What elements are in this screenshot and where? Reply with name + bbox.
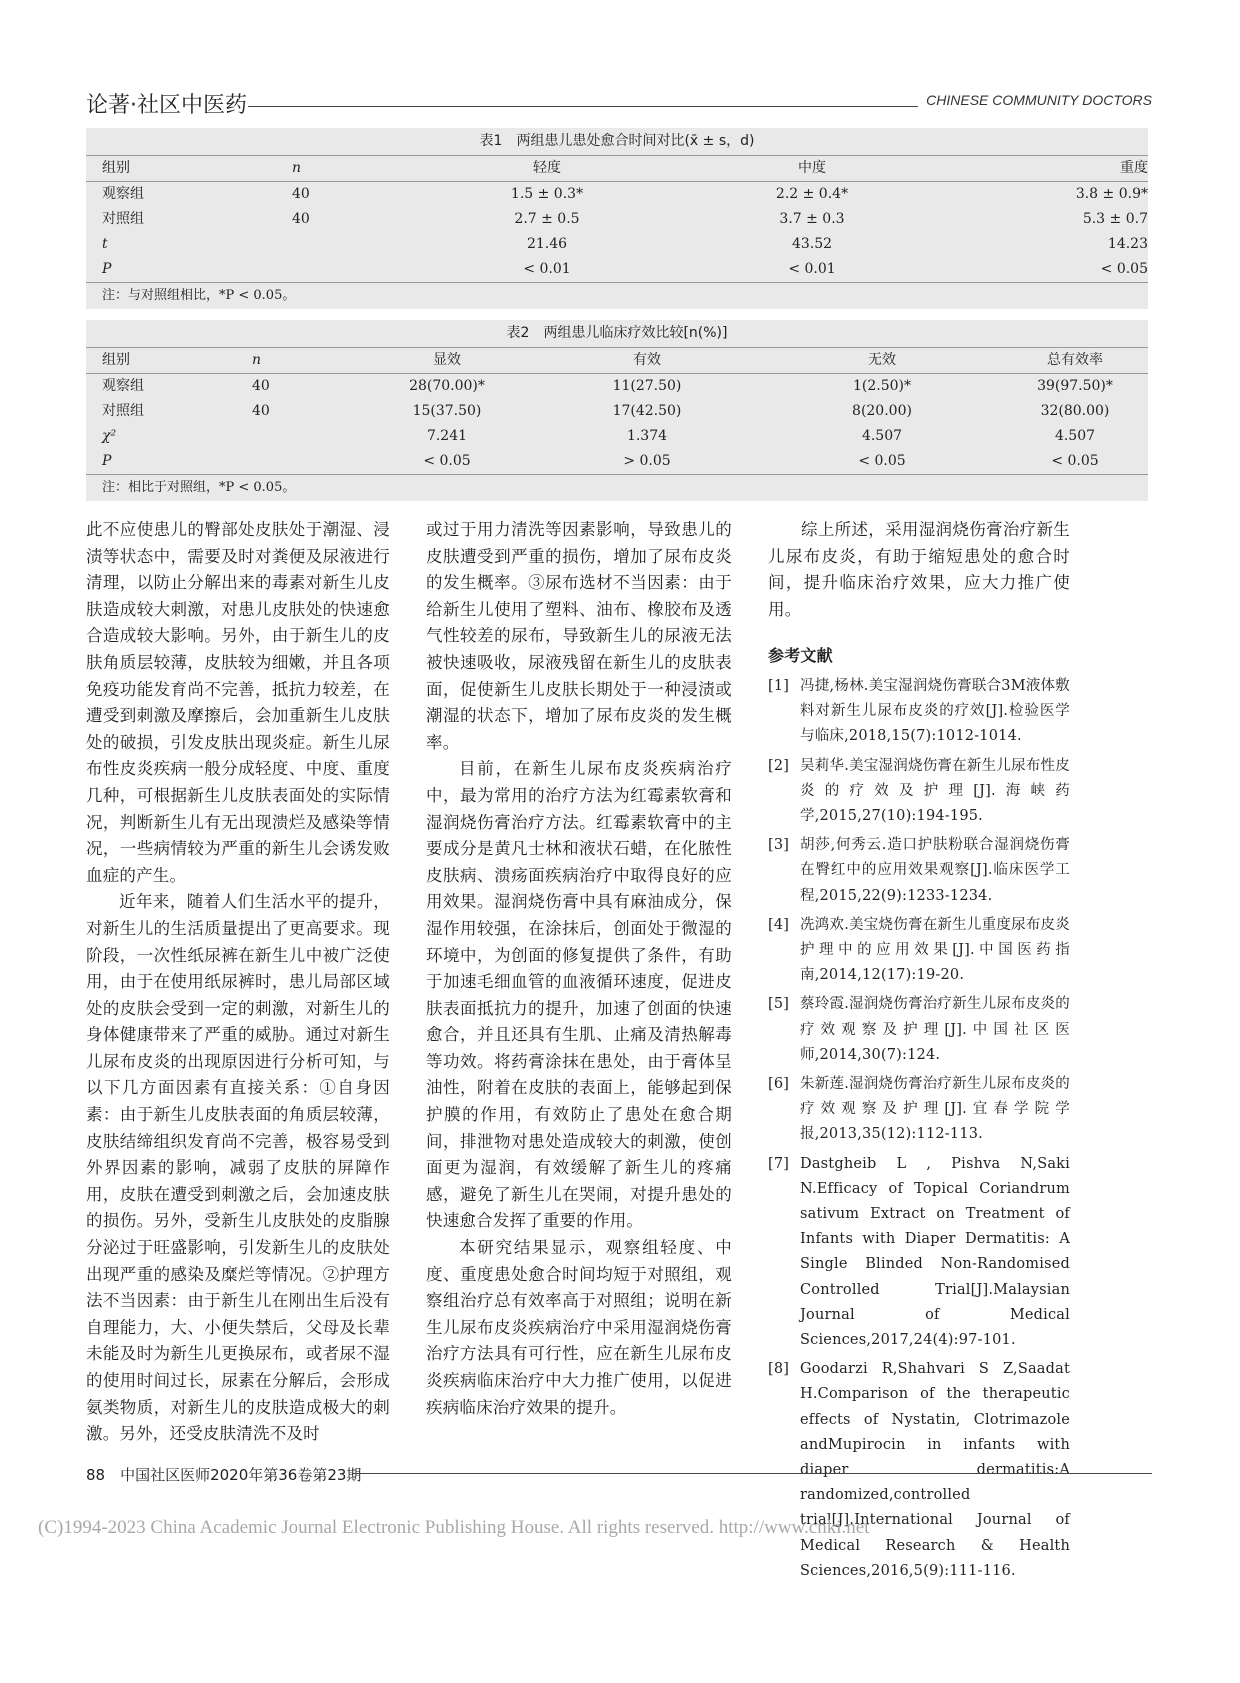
table-row [86,232,1148,257]
table-cell: 对照组 [102,211,144,227]
table-cell: 3.8 ± 0.9* [1075,186,1148,202]
journal-section-title: 论著·社区中医药 [86,93,247,118]
table-cell: 14.23 [1107,236,1148,252]
table-row [86,424,1148,449]
table-cell: < 0.05 [423,453,471,469]
footer-rule [352,1473,1152,1474]
table-cell: < 0.05 [1051,453,1099,469]
reference-number: [3] [768,837,790,854]
table-cell: 43.52 [791,236,833,252]
table-header-cell: 有效 [633,352,661,368]
table-1 [86,128,1148,309]
reference-number: [1] [768,677,790,694]
copyright-watermark: (C)1994-2023 China Academic Journal Electronic Publishing House. All rights reserved. http://www.cnki.net [38,1517,870,1538]
reference-number: [7] [768,1155,790,1172]
body-column-middle [426,517,732,1421]
reference-number: [8] [768,1361,790,1378]
paragraph: 目前，在新生儿尿布皮炎疾病治疗中，最为常用的治疗方法为红霉素软膏和湿润烧伤膏治疗方法。红霉素软膏中的主要成分是黄凡士林和液状石蜡，在化脓性皮肤病、溃疡面疾病治疗中取得良好的应用效果。湿润烧伤膏中具有麻油成分，保湿作用较强，在涂抹后，创面处于微湿的环境中，为创面的修复提供了条件，有助于加速毛细血管的血液循环速度，促进皮肤表面抵抗力的提升，加速了创面的快速愈合，并且还具有生肌、止痛及清热解毒等功效。将药膏涂抹在患处，由于膏体呈油性，附着在皮肤的表面上，能够起到保护膜的作用，有效防止了患处在愈合期间，排泄物对患处造成较大的刺激，使创面更为湿润，有效缓解了新生儿的疼痛感，避免了新生儿在哭闹，对提升患处的快速愈合发挥了重要的作用。 [426,759,732,1231]
table-row [86,207,1148,232]
table-cell: 7.241 [426,428,468,444]
table-cell [292,232,432,257]
reference-number: [6] [768,1076,790,1093]
table-header-cell: n [292,160,302,176]
reference-item [768,674,1070,750]
paragraph: 本研究结果显示，观察组轻度、中度、重度患处愈合时间均短于对照组，观察组治疗总有效率高于对照组；说明在新生儿尿布皮炎疾病治疗中采用湿润烧伤膏治疗方法具有可行性，应在新生儿尿布皮炎疾病临床治疗中大力推广使用，以促进疾病临床治疗效果的提升。 [426,1238,732,1417]
table-cell [292,257,432,282]
reference-item [768,1357,1070,1584]
reference-text: 胡莎,何秀云.造口护肤粉联合湿润烧伤膏在臀红中的应用效果观察[J].临床医学工程,2015,22(9):1233-1234. [800,837,1070,904]
reference-text: Dastgheib L , Pishva N,Saki N.Efficacy of Topical Coriandrum sativum Extract on Treatment of Infants with Diaper Dermatitis: A Single Blinded Non-Randomised Controlled Trial[J].Malaysian Journal of Medical Sciences,2017,24(4):97-101. [800,1155,1070,1349]
table-header-cell: 总有效率 [1047,352,1103,368]
table-cell: < 0.01 [523,261,571,277]
table-row [86,257,1148,283]
reference-text: 吴莉华.美宝湿润烧伤膏在新生儿尿布性皮炎的疗效及护理[J].海峡药学,2015,27(10):194-195. [800,757,1070,824]
table-cell: 32(80.00) [1040,403,1110,419]
table-header-cell: 组别 [102,160,130,176]
paragraph: 或过于用力清洗等因素影响，导致患儿的皮肤遭受到严重的损伤，增加了尿布皮炎的发生概率。③尿布选材不当因素：由于给新生儿使用了塑料、油布、橡胶布及透气性较差的尿布，导致新生儿的尿液无法被快速吸收，尿液残留在新生儿的皮肤表面，促使新生儿皮肤长期处于一种浸渍或潮湿的状态下，增加了尿布皮炎的发生概率。 [426,520,732,752]
reference-item [768,754,1070,830]
table-cell: < 0.01 [788,261,836,277]
reference-text: 冼鸿欢.美宝烧伤膏在新生儿重度尿布皮炎护理中的应用效果[J].中国医药指南,2014,12(17):19-20. [800,916,1070,984]
table-cell: 3.7 ± 0.3 [779,211,845,227]
reference-item [768,1072,1070,1148]
table-cell [252,449,362,474]
table-1-note: 注：与对照组相比，*P < 0.05。 [102,288,296,303]
reference-text: 蔡玲霞.湿润烧伤膏治疗新生儿尿布皮炎的疗效观察及护理[J].中国社区医师,2014,30(7):124. [800,996,1070,1063]
table-cell: 15(37.50) [412,403,482,419]
table-1-header [86,156,1148,182]
table-cell: < 0.05 [1100,261,1148,277]
table-cell: < 0.05 [858,453,906,469]
table-header-cell: 无效 [868,352,896,368]
table-header-cell: 轻度 [533,160,561,176]
table-cell: 40 [292,186,310,202]
reference-number: [2] [768,757,790,774]
table-cell: 40 [292,211,310,227]
table-header-cell: n [252,352,262,368]
reference-item [768,833,1070,909]
reference-text: 冯捷,杨林.美宝湿润烧伤膏联合3M液体敷料对新生儿尿布皮炎的疗效[J].检验医学与临床,2018,15(7):1012-1014. [800,677,1070,745]
table-cell: 39(97.50)* [1037,378,1113,394]
table-cell: 5.3 ± 0.7 [1082,211,1148,227]
paragraph: 近年来，随着人们生活水平的提升，对新生儿的生活质量提出了更高要求。现阶段，一次性纸尿裤在新生儿中被广泛使用，由于在使用纸尿裤时，患儿局部区域处的皮肤会受到一定的刺激，对新生儿的身体健康带来了严重的威胁。通过对新生儿尿布皮炎的出现原因进行分析可知，与以下几方面因素有直接关系：①自身因素：由于新生儿皮肤表面的角质层较薄，皮肤结缔组织发育尚不完善，极容易受到外界因素的影响，减弱了皮肤的屏障作用，皮肤在遭受到刺激之后，会加速皮肤的损伤。另外，受新生儿皮肤处的皮脂腺分泌过于旺盛影响，引发新生儿的皮肤处出现严重的感染及糜烂等情况。②护理方法不当因素：由于新生儿在刚出生后没有自理能力，大、小便失禁后，父母及长辈未能及时为新生儿更换尿布，或者尿不湿的使用时间过长，尿素在分解后，会形成氨类物质，对新生儿的皮肤造成极大的刺激。另外，还受皮肤清洗不及时 [86,892,390,1444]
table-cell: 2.7 ± 0.5 [514,211,580,227]
table-cell: > 0.05 [623,453,671,469]
table-cell: 观察组 [102,186,144,202]
table-cell: 1.374 [626,428,668,444]
table-row [86,399,1148,424]
table-cell: 4.507 [1054,428,1096,444]
paragraph: 此不应使患儿的臀部处皮肤处于潮湿、浸渍等状态中，需要及时对粪便及尿液进行清理，以防止分解出来的毒素对新生儿皮肤造成较大刺激，对患儿皮肤处的快速愈合造成较大影响。另外，由于新生儿的皮肤角质层较薄，皮肤较为细嫩，并且各项免疫功能发育尚不完善，抵抗力较差，在遭受到刺激及摩擦后，会加重新生儿皮肤处的破损，引发皮肤出现炎症。新生儿尿布性皮炎疾病一般分成轻度、中度、重度几种，可根据新生儿皮肤表面处的实际情况，判断新生儿有无出现溃烂及感染等情况，一些病情较为严重的新生儿会诱发败血症的产生。 [86,520,390,885]
table-cell: 40 [252,403,270,419]
table-2-caption: 表2 两组患儿临床疗效比较[n(%)] [86,320,1148,348]
table-cell: 28(70.00)* [409,378,485,394]
journal-english-title: CHINESE COMMUNITY DOCTORS [918,92,1152,108]
reference-number: [4] [768,916,790,933]
table-cell: 观察组 [102,378,144,394]
body-column-left [86,517,390,1448]
reference-text: Goodarzi R,Shahvari S Z,Saadat H.Comparison of the therapeutic effects of Nystatin, Clotrimazole andMupirocin in infants with diaper dermatitis:A randomized,controlled trial[J].International Journal of Medical Research & Health Sciences,2016,5(9):111-116. [800,1361,1070,1579]
table-cell: P [102,261,112,277]
table-cell: P [102,453,112,469]
table-1-caption: 表1 两组患儿患处愈合时间对比(x̄ ± s，d) [86,128,1148,156]
table-header-cell: 显效 [433,352,461,368]
table-2-note: 注：相比于对照组，*P < 0.05。 [102,480,296,495]
table-cell: χ² [102,428,117,444]
reference-item [768,992,1070,1068]
table-cell: 40 [252,378,270,394]
paragraph: 综上所述，采用湿润烧伤膏治疗新生儿尿布皮炎，有助于缩短患处的愈合时间，提升临床治疗效果，应大力推广使用。 [768,520,1070,619]
page-footer: 88 中国社区医师2020年第36卷第23期 [86,1466,362,1484]
table-cell: 11(27.50) [612,378,682,394]
references-title: 参考文献 [768,646,833,666]
body-column-right [768,517,1070,1584]
reference-item [768,1152,1070,1354]
reference-number: [5] [768,996,790,1013]
table-row [86,182,1148,207]
reference-item [768,913,1070,989]
table-cell: 4.507 [861,428,903,444]
table-cell [252,424,362,449]
table-cell: 8(20.00) [852,403,912,419]
table-header-cell: 中度 [798,160,826,176]
table-cell: 对照组 [102,403,144,419]
table-header-cell: 重度 [1120,160,1148,176]
table-cell: 2.2 ± 0.4* [775,186,849,202]
table-cell: 17(42.50) [612,403,682,419]
table-cell: 1.5 ± 0.3* [510,186,584,202]
table-row [86,374,1148,399]
table-2-header [86,348,1148,374]
table-cell: 21.46 [526,236,568,252]
table-row [86,449,1148,475]
reference-text: 朱新莲.湿润烧伤膏治疗新生儿尿布皮炎的疗效观察及护理[J].宜春学院学报,2013,35(12):112-113. [800,1076,1070,1143]
table-cell: 1(2.50)* [852,378,911,394]
table-header-cell: 组别 [102,352,130,368]
table-cell: t [102,236,108,252]
table-2 [86,320,1148,501]
